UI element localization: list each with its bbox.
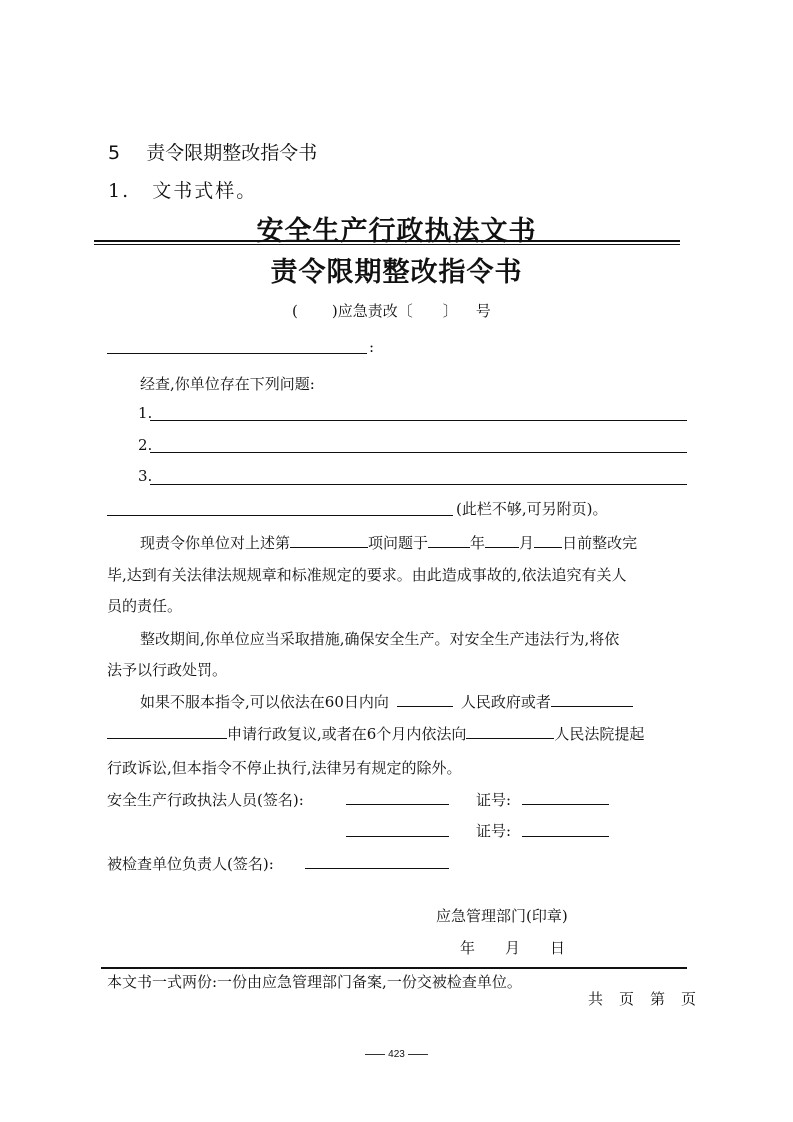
doc-number-mid: )应急责改〔 [331, 302, 413, 320]
extra-issue-blank[interactable] [107, 515, 453, 516]
subsection-title: 文书式样。 [152, 180, 258, 202]
deadline-day-blank[interactable] [534, 533, 562, 548]
footer-rule [101, 967, 687, 969]
page-count [588, 988, 696, 1009]
court-blank[interactable] [466, 724, 554, 739]
issue-number-2: 2. [138, 436, 153, 454]
page-number-footer [0, 1049, 793, 1060]
para3-text-c: 申请行政复议,或者在6个月内依法向 [227, 725, 467, 743]
inspected-label: 被检查单位负责人(签名): [107, 855, 274, 873]
para3-text-a: 如果不服本指令,可以依法在60日内向 [140, 693, 389, 711]
section-title: 责令限期整改指令书 [146, 142, 318, 164]
para3-line2 [107, 723, 644, 744]
doc-title-name: 责令限期整改指令书 [270, 257, 523, 288]
page-word-2: 页 [681, 990, 697, 1008]
para3-text-d: 人民法院提起 [554, 725, 645, 743]
deadline-year-blank[interactable] [428, 533, 470, 548]
date-month: 月 [505, 939, 521, 957]
officer-signature-blank-1[interactable] [346, 804, 449, 805]
doc-number-open: ( [292, 302, 298, 320]
addressee-blank[interactable] [107, 353, 367, 354]
issue-number-3: 3. [138, 467, 153, 485]
issue-number-1: 1. [138, 404, 153, 422]
doc-number-close: 〕 [442, 302, 458, 320]
dept-seal-label: 应急管理部门(印章) [436, 907, 568, 925]
para3-line1 [140, 691, 633, 712]
extra-note: (此栏不够,可另附页)。 [456, 500, 608, 518]
cert-label-1: 证号: [476, 791, 512, 809]
cert-number-blank-1[interactable] [522, 804, 609, 805]
para1-line3: 员的责任。 [107, 597, 183, 615]
para3-line3: 行政诉讼,但本指令不停止执行,法律另有规定的除外。 [107, 759, 462, 777]
para1-text-b: 项问题于 [368, 534, 429, 552]
page-index-word: 第 [650, 990, 666, 1008]
issue-blank-3[interactable] [150, 484, 687, 485]
subsection-heading [108, 176, 257, 203]
review-authority-blank[interactable] [551, 692, 633, 707]
title-rule-top [94, 240, 680, 242]
para1-line2: 毕,达到有关法律法规规章和标准规定的要求。由此造成事故的,依法追究有关人 [107, 566, 627, 584]
para2-line1: 整改期间,你单位应当采取措施,确保安全生产。对安全生产违法行为,将依 [140, 630, 620, 648]
page-number-dash-right [408, 1054, 428, 1055]
deadline-month-blank[interactable] [485, 533, 519, 548]
page-number: 423 [388, 1049, 405, 1060]
footer-note: 本文书一式两份:一份由应急管理部门备案,一份交被检查单位。 [107, 973, 522, 991]
page-total-word: 共 [588, 990, 604, 1008]
date-day: 日 [550, 939, 566, 957]
doc-title-category: 安全生产行政执法文书 [256, 216, 537, 247]
page-word-1: 页 [619, 990, 635, 1008]
date-line [460, 937, 565, 958]
page-number-dash-left [365, 1054, 385, 1055]
para1-year: 年 [470, 534, 486, 552]
date-year: 年 [460, 939, 476, 957]
inspected-signature-blank[interactable] [305, 868, 449, 869]
government-blank[interactable] [397, 692, 453, 707]
para1-text-a: 现责令你单位对上述第 [140, 534, 291, 552]
section-heading [108, 138, 317, 165]
doc-number-suffix: 号 [475, 302, 491, 320]
issue-blank-2[interactable] [150, 452, 687, 453]
cert-number-blank-2[interactable] [522, 836, 609, 837]
cert-label-2: 证号: [476, 822, 512, 840]
para1-day: 日前整改完 [562, 534, 638, 552]
doc-number [292, 300, 491, 321]
subsection-number: 1. [108, 180, 131, 202]
para2-line2: 法予以行政处罚。 [107, 661, 228, 679]
para1-line1 [140, 532, 637, 553]
officer-signature-blank-2[interactable] [346, 836, 449, 837]
item-number-blank[interactable] [290, 533, 368, 548]
issue-blank-1[interactable] [150, 420, 687, 421]
addressee-colon: : [369, 338, 375, 356]
review-authority-blank-cont[interactable] [107, 724, 227, 739]
para1-month: 月 [519, 534, 535, 552]
section-number: 5 [108, 142, 121, 164]
para3-text-b: 人民政府或者 [460, 693, 551, 711]
officer-label: 安全生产行政执法人员(签名): [107, 791, 304, 809]
intro-text: 经查,你单位存在下列问题: [140, 375, 315, 393]
title-rule-bottom [94, 244, 680, 245]
